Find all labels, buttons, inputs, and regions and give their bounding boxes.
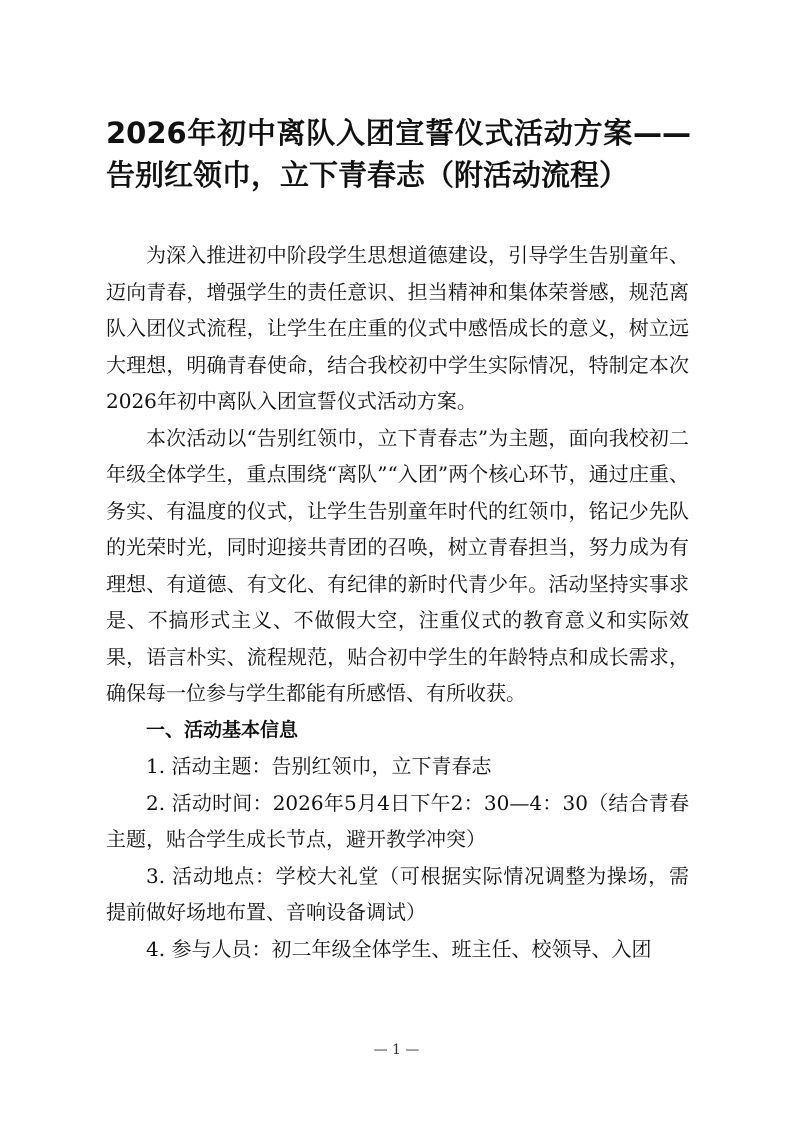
document-body	[106, 237, 689, 967]
info-item-theme: 1. 活动主题：告别红领巾，立下青春志	[146, 754, 492, 778]
info-item-location: 3. 活动地点：学校大礼堂（可根据实际情况调整为操场，需提前做好场地布置、音响设备调试）	[106, 863, 689, 924]
document-title: 2026年初中离队入团宣誓仪式活动方案——告别红领巾，立下青春志（附活动流程）	[106, 116, 691, 192]
theme-paragraph: 本次活动以“告别红领巾，立下青春志”为主题，面向我校初二年级全体学生，重点围绕“离队”“入团”两个核心环节，通过庄重、务实、有温度的仪式，让学生告别童年时代的红领巾，铭记少先队的光荣时光，同时迎接共青团的召唤，树立青春担当，努力成为有理想、有道德、有文化、有纪律的新时代青少年。活动坚持实事求是、不搞形式主义、不做假大空，注重仪式的教育意义和实际效果，语言朴实、流程规范，贴合初中学生的年龄特点和成长需求，确保每一位参与学生都能有所感悟、有所收获。	[106, 425, 689, 705]
intro-paragraph: 为深入推进初中阶段学生思想道德建设，引导学生告别童年、迈向青春，增强学生的责任意识、担当精神和集体荣誉感，规范离队入团仪式流程，让学生在庄重的仪式中感悟成长的意义，树立远大理想，明确青春使命，结合我校初中学生实际情况，特制定本次2026年初中离队入团宣誓仪式活动方案。	[106, 243, 689, 413]
section-heading: 一、活动基本信息	[146, 718, 299, 741]
page-number: — 1 —	[373, 1042, 420, 1058]
info-item-time: 2. 活动时间：2026年5月4日下午2：30—4：30（结合青春主题，贴合学生成长节点，避开教学冲突）	[106, 790, 689, 851]
info-item-participants: 4. 参与人员：初二年级全体学生、班主任、校领导、入团	[146, 936, 652, 961]
